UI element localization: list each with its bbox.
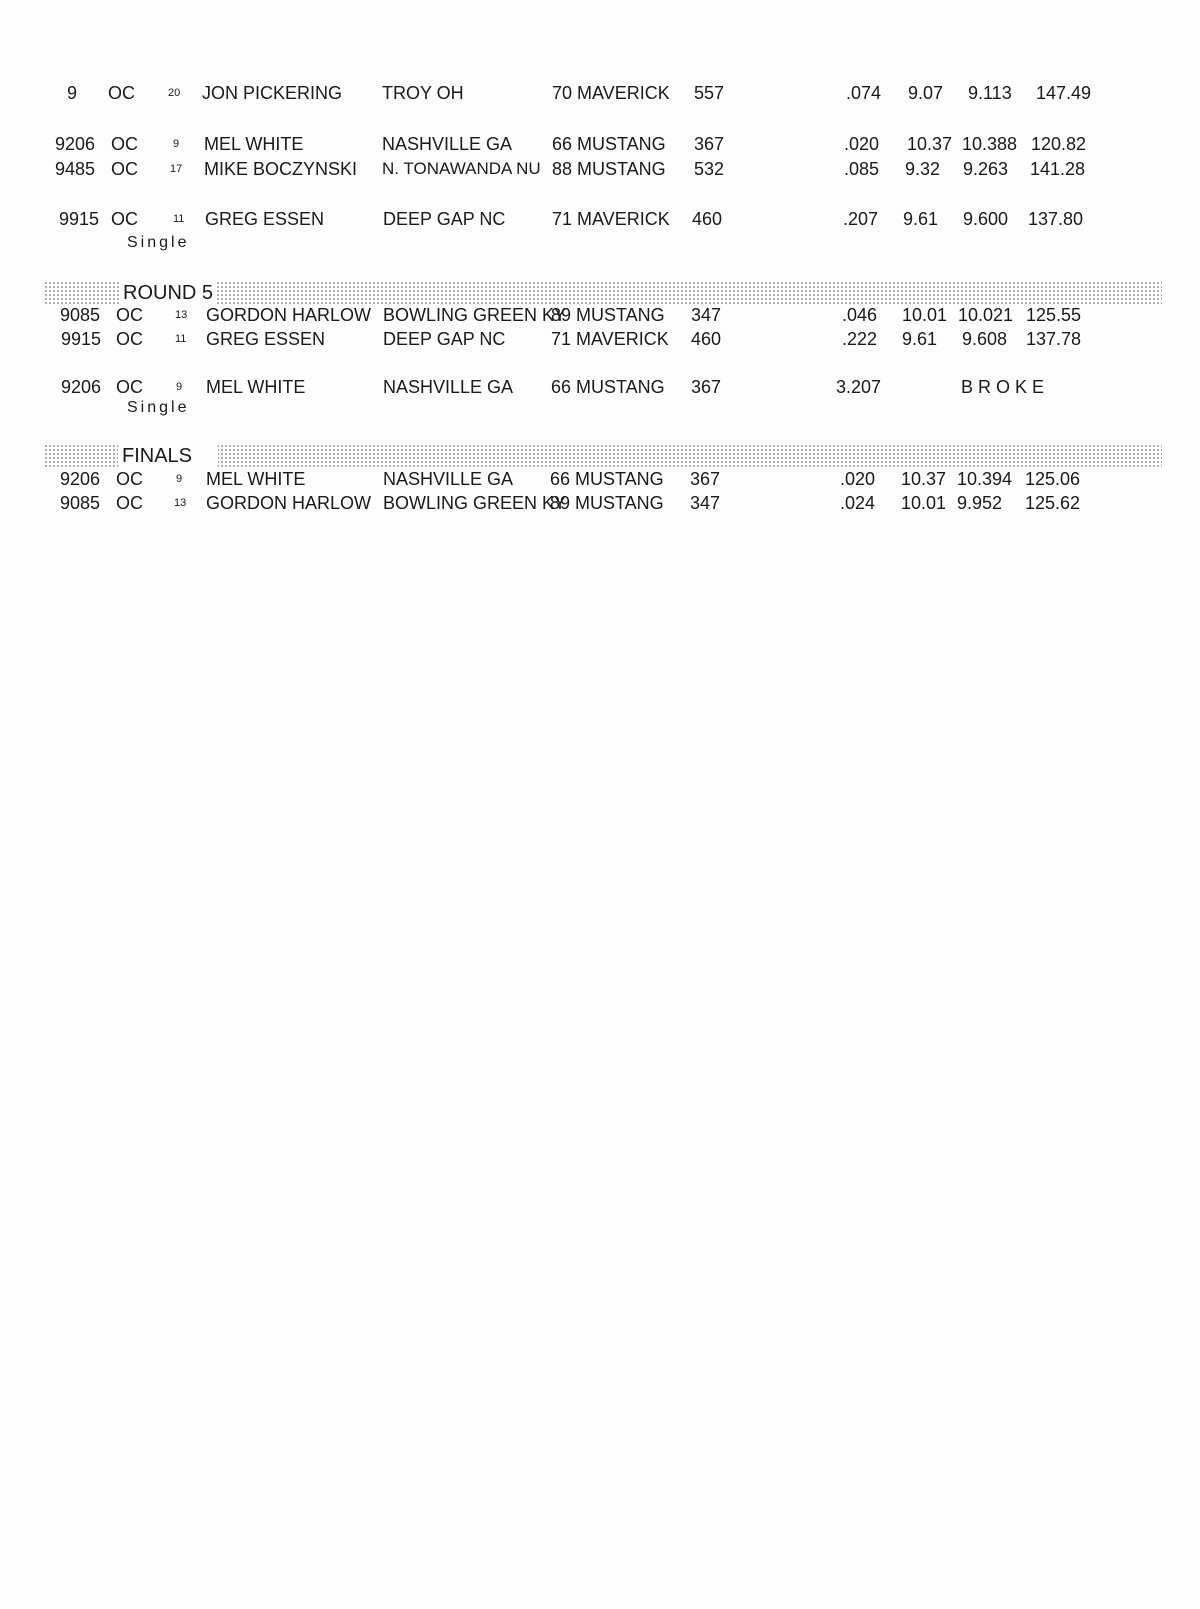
driver-name: GREG ESSEN bbox=[206, 329, 326, 349]
result-row bbox=[0, 490, 1200, 516]
reaction-time: 3.207 bbox=[836, 377, 882, 397]
engine-cid: 557 bbox=[694, 83, 725, 103]
hometown: NASHVILLE GA bbox=[382, 134, 513, 154]
reaction-time: .046 bbox=[842, 305, 878, 325]
result-row bbox=[0, 374, 1200, 400]
vehicle: 71 MAVERICK bbox=[551, 329, 669, 349]
car-number: 9085 bbox=[60, 493, 101, 513]
hometown: NASHVILLE GA bbox=[383, 469, 514, 489]
section-band-finals bbox=[44, 444, 1162, 468]
driver-name: GORDON HARLOW bbox=[206, 493, 372, 513]
car-number: 9915 bbox=[59, 209, 100, 229]
car-number: 9915 bbox=[61, 329, 102, 349]
reaction-time: .020 bbox=[844, 134, 880, 154]
dial-in: 10.01 bbox=[901, 493, 947, 513]
elapsed-time: 10.388 bbox=[962, 134, 1018, 154]
driver-name: MIKE BOCZYNSKI bbox=[204, 159, 358, 179]
class: OC bbox=[108, 83, 135, 103]
engine-cid: 532 bbox=[694, 159, 725, 179]
vehicle: 66 MUSTANG bbox=[551, 377, 665, 397]
speed-mph: 120.82 bbox=[1031, 134, 1087, 154]
elapsed-time: 10.394 bbox=[957, 469, 1013, 489]
driver-name: GORDON HARLOW bbox=[206, 305, 372, 325]
dial-in: 9.32 bbox=[905, 159, 941, 179]
hometown: DEEP GAP NC bbox=[383, 209, 506, 229]
broke-status: BROKE bbox=[961, 377, 1050, 397]
driver-name: MEL WHITE bbox=[204, 134, 304, 154]
result-row bbox=[0, 131, 1200, 157]
hometown: TROY OH bbox=[382, 83, 464, 103]
car-number: 9206 bbox=[61, 377, 102, 397]
car-number: 9485 bbox=[55, 159, 96, 179]
lane-number: 9 bbox=[173, 138, 180, 150]
vehicle: 66 MUSTANG bbox=[552, 134, 666, 154]
single-note: Single bbox=[127, 399, 190, 416]
speed-mph: 125.06 bbox=[1025, 469, 1081, 489]
class: OC bbox=[116, 329, 143, 349]
car-number: 9206 bbox=[60, 469, 101, 489]
section-title: ROUND 5 bbox=[119, 280, 217, 306]
lane-number: 9 bbox=[176, 381, 183, 393]
class: OC bbox=[116, 469, 143, 489]
vehicle: 66 MUSTANG bbox=[550, 469, 664, 489]
dial-in: 10.01 bbox=[902, 305, 948, 325]
elapsed-time: 9.113 bbox=[968, 83, 1012, 103]
vehicle: 88 MUSTANG bbox=[552, 159, 666, 179]
driver-name: MEL WHITE bbox=[206, 469, 306, 489]
vehicle: 71 MAVERICK bbox=[552, 209, 670, 229]
speed-mph: 147.49 bbox=[1036, 83, 1092, 103]
lane-number: 13 bbox=[175, 309, 188, 321]
elapsed-time: 9.600 bbox=[963, 209, 1009, 229]
reaction-time: .074 bbox=[846, 83, 882, 103]
result-row bbox=[0, 326, 1200, 352]
hometown: DEEP GAP NC bbox=[383, 329, 506, 349]
speed-mph: 125.62 bbox=[1025, 493, 1081, 513]
class: OC bbox=[116, 493, 143, 513]
hometown: N. TONAWANDA NU bbox=[382, 159, 541, 178]
elapsed-time: 9.608 bbox=[962, 329, 1008, 349]
engine-cid: 347 bbox=[690, 493, 721, 513]
car-number: 9206 bbox=[55, 134, 96, 154]
engine-cid: 367 bbox=[690, 469, 721, 489]
reaction-time: .207 bbox=[843, 209, 879, 229]
car-number: 9 bbox=[67, 83, 78, 103]
dial-in: 9.61 bbox=[902, 329, 938, 349]
speed-mph: 137.78 bbox=[1026, 329, 1082, 349]
speed-mph: 125.55 bbox=[1026, 305, 1082, 325]
class: OC bbox=[116, 377, 143, 397]
car-number: 9085 bbox=[60, 305, 101, 325]
dial-in: 10.37 bbox=[907, 134, 953, 154]
dial-in: 9.07 bbox=[908, 83, 944, 103]
vehicle: 70 MAVERICK bbox=[552, 83, 670, 103]
driver-name: JON PICKERING bbox=[202, 83, 343, 103]
result-row bbox=[0, 466, 1200, 492]
engine-cid: 460 bbox=[692, 209, 723, 229]
result-row bbox=[0, 80, 1200, 106]
reaction-time: .085 bbox=[844, 159, 880, 179]
lane-number: 20 bbox=[168, 87, 181, 99]
lane-number: 13 bbox=[174, 497, 187, 509]
reaction-time: .222 bbox=[842, 329, 878, 349]
speed-mph: 141.28 bbox=[1030, 159, 1086, 179]
driver-name: GREG ESSEN bbox=[205, 209, 325, 229]
class: OC bbox=[111, 159, 138, 179]
hometown: BOWLING GREEN KY bbox=[383, 493, 567, 513]
class: OC bbox=[111, 134, 138, 154]
vehicle: 89 MUSTANG bbox=[550, 493, 664, 513]
elapsed-time: 9.952 bbox=[957, 493, 1003, 513]
result-row bbox=[0, 302, 1200, 328]
result-row bbox=[0, 156, 1200, 182]
reaction-time: .024 bbox=[840, 493, 876, 513]
single-note: Single bbox=[127, 234, 190, 251]
engine-cid: 347 bbox=[691, 305, 722, 325]
driver-name: MEL WHITE bbox=[206, 377, 306, 397]
section-title: FINALS bbox=[118, 443, 218, 469]
hometown: BOWLING GREEN KY bbox=[383, 305, 567, 325]
lane-number: 11 bbox=[173, 213, 185, 225]
dial-in: 9.61 bbox=[903, 209, 939, 229]
lane-number: 9 bbox=[176, 473, 183, 485]
elapsed-time: 10.021 bbox=[958, 305, 1014, 325]
engine-cid: 367 bbox=[691, 377, 722, 397]
engine-cid: 460 bbox=[691, 329, 722, 349]
hometown: NASHVILLE GA bbox=[383, 377, 514, 397]
class: OC bbox=[116, 305, 143, 325]
lane-number: 17 bbox=[170, 163, 183, 175]
reaction-time: .020 bbox=[840, 469, 876, 489]
dial-in: 10.37 bbox=[901, 469, 947, 489]
vehicle: 89 MUSTANG bbox=[551, 305, 665, 325]
engine-cid: 367 bbox=[694, 134, 725, 154]
result-row bbox=[0, 206, 1200, 232]
speed-mph: 137.80 bbox=[1028, 209, 1084, 229]
class: OC bbox=[111, 209, 138, 229]
lane-number: 11 bbox=[175, 333, 187, 345]
elapsed-time: 9.263 bbox=[963, 159, 1009, 179]
